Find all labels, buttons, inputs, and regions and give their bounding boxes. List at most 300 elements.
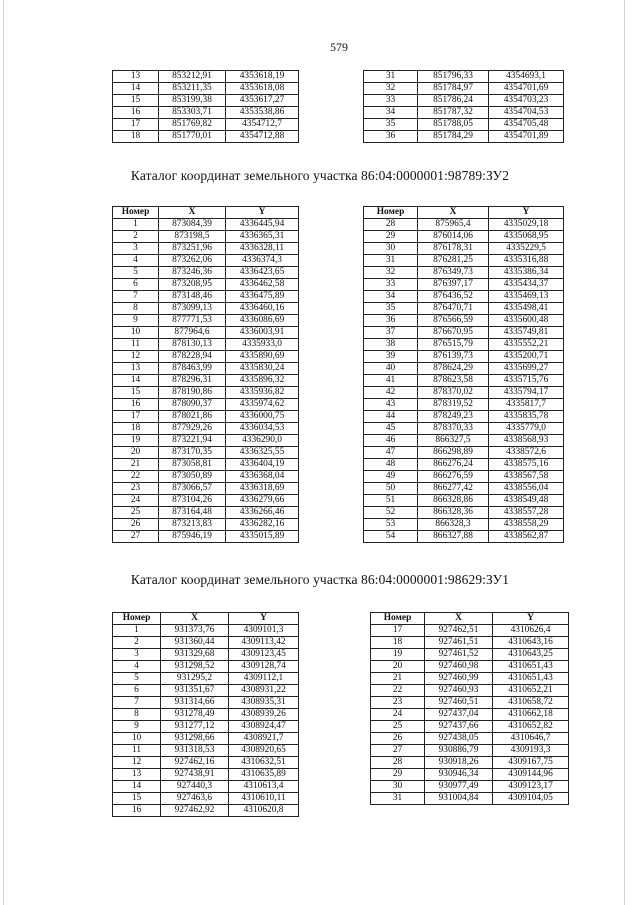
point-number: 50: [364, 483, 418, 495]
point-number: 30: [371, 781, 425, 793]
y-coordinate: 4335498,41: [489, 303, 564, 315]
x-coordinate: 876470,71: [418, 303, 489, 315]
x-coordinate: 878463,99: [159, 363, 226, 375]
y-coordinate: 4309193,3: [493, 745, 569, 757]
y-coordinate: 4335794,17: [489, 387, 564, 399]
y-coordinate: 4336279,66: [226, 495, 299, 507]
point-number: 18: [113, 423, 159, 435]
y-coordinate: 4308935,31: [229, 697, 299, 709]
y-coordinate: 4338557,28: [489, 507, 564, 519]
table-row: [364, 435, 564, 447]
point-number: 19: [371, 649, 425, 661]
table-row: [371, 733, 569, 745]
x-coordinate: 866298,89: [418, 447, 489, 459]
y-coordinate: 4354712,7: [226, 119, 299, 131]
top-right-table: [363, 70, 564, 143]
table-header-row: [113, 207, 299, 219]
point-number: 5: [113, 673, 161, 685]
point-number: 11: [113, 745, 161, 757]
x-coordinate: 927460,99: [425, 673, 493, 685]
y-coordinate: 4353618,19: [226, 71, 299, 83]
table-row: [113, 231, 299, 243]
table-row: [371, 793, 569, 805]
x-coordinate: 851787,32: [418, 107, 489, 119]
x-coordinate: 851786,24: [418, 95, 489, 107]
y-coordinate: 4336034,53: [226, 423, 299, 435]
point-number: 22: [113, 471, 159, 483]
table-row: [113, 531, 299, 543]
table-row: [113, 519, 299, 531]
x-coordinate: 878090,37: [159, 399, 226, 411]
table-row: [113, 95, 299, 107]
point-number: 26: [371, 733, 425, 745]
y-coordinate: 4354705,48: [489, 119, 564, 131]
header-x: X: [161, 613, 229, 625]
point-number: 31: [364, 71, 418, 83]
y-coordinate: 4309101,3: [229, 625, 299, 637]
header-num: Номер: [371, 613, 425, 625]
y-coordinate: 4354704,53: [489, 107, 564, 119]
table-row: [113, 685, 299, 697]
x-coordinate: 931373,76: [161, 625, 229, 637]
point-number: 10: [113, 327, 159, 339]
header-y: Y: [493, 613, 569, 625]
header-num: Номер: [364, 207, 418, 219]
y-coordinate: 4338567,58: [489, 471, 564, 483]
table-row: [113, 243, 299, 255]
x-coordinate: 878624,29: [418, 363, 489, 375]
point-number: 28: [364, 219, 418, 231]
x-coordinate: 931004,84: [425, 793, 493, 805]
x-coordinate: 930918,26: [425, 757, 493, 769]
table-row: [364, 351, 564, 363]
x-coordinate: 927460,93: [425, 685, 493, 697]
point-number: 31: [364, 255, 418, 267]
table-row: [113, 131, 299, 143]
point-number: 2: [113, 231, 159, 243]
x-coordinate: 877964,6: [159, 327, 226, 339]
point-number: 4: [113, 255, 159, 267]
point-number: 2: [113, 637, 161, 649]
point-number: 36: [364, 131, 418, 143]
point-number: 1: [113, 625, 161, 637]
point-number: 38: [364, 339, 418, 351]
table-row: [364, 399, 564, 411]
point-number: 14: [113, 83, 159, 95]
y-coordinate: 4335316,88: [489, 255, 564, 267]
point-number: 21: [113, 459, 159, 471]
y-coordinate: 4310610,11: [229, 793, 299, 805]
table-row: [371, 637, 569, 649]
y-coordinate: 4335830,24: [226, 363, 299, 375]
table-row: [364, 483, 564, 495]
point-number: 34: [364, 291, 418, 303]
x-coordinate: 931329,68: [161, 649, 229, 661]
point-number: 33: [364, 95, 418, 107]
y-coordinate: 4338572,6: [489, 447, 564, 459]
y-coordinate: 4353538,86: [226, 107, 299, 119]
table-row: [364, 519, 564, 531]
point-number: 18: [371, 637, 425, 649]
table-row: [371, 625, 569, 637]
point-number: 7: [113, 697, 161, 709]
y-coordinate: 4335715,76: [489, 375, 564, 387]
table-row: [364, 411, 564, 423]
point-number: 16: [113, 805, 161, 817]
header-x: X: [159, 207, 226, 219]
y-coordinate: 4354701,89: [489, 131, 564, 143]
y-coordinate: 4308921,7: [229, 733, 299, 745]
y-coordinate: 4309123,17: [493, 781, 569, 793]
table-row: [113, 119, 299, 131]
table-row: [113, 411, 299, 423]
y-coordinate: 4310662,18: [493, 709, 569, 721]
x-coordinate: 878370,02: [418, 387, 489, 399]
y-coordinate: 4336000,75: [226, 411, 299, 423]
x-coordinate: 873208,95: [159, 279, 226, 291]
x-coordinate: 873084,39: [159, 219, 226, 231]
y-coordinate: 4310626,4: [493, 625, 569, 637]
y-coordinate: 4335200,71: [489, 351, 564, 363]
table-header-row: [364, 207, 564, 219]
point-number: 6: [113, 685, 161, 697]
table-row: [364, 459, 564, 471]
table-row: [364, 363, 564, 375]
point-number: 4: [113, 661, 161, 673]
point-number: 24: [113, 495, 159, 507]
point-number: 47: [364, 447, 418, 459]
y-coordinate: 4336462,58: [226, 279, 299, 291]
table-row: [364, 231, 564, 243]
table-row: [113, 267, 299, 279]
x-coordinate: 873213,83: [159, 519, 226, 531]
x-coordinate: 927438,05: [425, 733, 493, 745]
point-number: 23: [113, 483, 159, 495]
page-number: 579: [330, 40, 348, 54]
point-number: 16: [113, 399, 159, 411]
y-coordinate: 4336003,91: [226, 327, 299, 339]
table-header-row: [371, 613, 569, 625]
y-coordinate: 4335749,81: [489, 327, 564, 339]
header-x: X: [425, 613, 493, 625]
x-coordinate: 927461,52: [425, 649, 493, 661]
x-coordinate: 927461,51: [425, 637, 493, 649]
x-coordinate: 873148,46: [159, 291, 226, 303]
x-coordinate: 931298,66: [161, 733, 229, 745]
x-coordinate: 878228,94: [159, 351, 226, 363]
table-row: [113, 303, 299, 315]
x-coordinate: 876515,79: [418, 339, 489, 351]
y-coordinate: 4310646,7: [493, 733, 569, 745]
y-coordinate: 4336086,69: [226, 315, 299, 327]
y-coordinate: 4338556,04: [489, 483, 564, 495]
point-number: 35: [364, 119, 418, 131]
header-y: Y: [229, 613, 299, 625]
table-row: [113, 363, 299, 375]
y-coordinate: 4310613,4: [229, 781, 299, 793]
y-coordinate: 4310620,8: [229, 805, 299, 817]
table-row: [113, 375, 299, 387]
point-number: 40: [364, 363, 418, 375]
y-coordinate: 4353618,08: [226, 83, 299, 95]
x-coordinate: 931314,66: [161, 697, 229, 709]
x-coordinate: 873246,36: [159, 267, 226, 279]
point-number: 45: [364, 423, 418, 435]
point-number: 16: [113, 107, 159, 119]
table-row: [364, 375, 564, 387]
table-row: [113, 435, 299, 447]
x-coordinate: 875946,19: [159, 531, 226, 543]
point-number: 24: [371, 709, 425, 721]
table-row: [113, 721, 299, 733]
point-number: 46: [364, 435, 418, 447]
y-coordinate: 4335029,18: [489, 219, 564, 231]
y-coordinate: 4336475,89: [226, 291, 299, 303]
point-number: 17: [113, 411, 159, 423]
table-row: [371, 685, 569, 697]
y-coordinate: 4310632,51: [229, 757, 299, 769]
point-number: 9: [113, 721, 161, 733]
point-number: 15: [113, 793, 161, 805]
table-row: [113, 793, 299, 805]
point-number: 32: [364, 267, 418, 279]
point-number: 13: [113, 769, 161, 781]
y-coordinate: 4336445,94: [226, 219, 299, 231]
x-coordinate: 873164,48: [159, 507, 226, 519]
table-row: [113, 661, 299, 673]
x-coordinate: 851770,01: [159, 131, 226, 143]
point-number: 8: [113, 709, 161, 721]
x-coordinate: 876349,73: [418, 267, 489, 279]
header-num: Номер: [113, 613, 161, 625]
point-number: 42: [364, 387, 418, 399]
x-coordinate: 866327,5: [418, 435, 489, 447]
page-edge-line: [624, 0, 625, 905]
point-number: 34: [364, 107, 418, 119]
table-row: [113, 83, 299, 95]
table-row: [371, 697, 569, 709]
y-coordinate: 4336374,3: [226, 255, 299, 267]
x-coordinate: 851784,97: [418, 83, 489, 95]
table-row: [113, 769, 299, 781]
x-coordinate: 878190,86: [159, 387, 226, 399]
header-y: Y: [226, 207, 299, 219]
x-coordinate: 931277,12: [161, 721, 229, 733]
x-coordinate: 927437,66: [425, 721, 493, 733]
x-coordinate: 873251,96: [159, 243, 226, 255]
y-coordinate: 4335817,7: [489, 399, 564, 411]
point-number: 11: [113, 339, 159, 351]
point-number: 37: [364, 327, 418, 339]
x-coordinate: 853199,38: [159, 95, 226, 107]
point-number: 35: [364, 303, 418, 315]
table-row: [364, 279, 564, 291]
table-row: [371, 649, 569, 661]
y-coordinate: 4335469,13: [489, 291, 564, 303]
table-row: [371, 721, 569, 733]
table-row: [371, 781, 569, 793]
table-row: [371, 757, 569, 769]
point-number: 33: [364, 279, 418, 291]
point-number: 29: [371, 769, 425, 781]
table-row: [364, 267, 564, 279]
page-edge-line: [3, 0, 4, 905]
x-coordinate: 851788,05: [418, 119, 489, 131]
table-row: [364, 119, 564, 131]
x-coordinate: 927440,3: [161, 781, 229, 793]
table-row: [113, 447, 299, 459]
x-coordinate: 927460,98: [425, 661, 493, 673]
point-number: 20: [113, 447, 159, 459]
y-coordinate: 4310658,72: [493, 697, 569, 709]
y-coordinate: 4335015,89: [226, 531, 299, 543]
y-coordinate: 4335890,69: [226, 351, 299, 363]
y-coordinate: 4335552,21: [489, 339, 564, 351]
y-coordinate: 4338568,93: [489, 435, 564, 447]
point-number: 1: [113, 219, 159, 231]
point-number: 28: [371, 757, 425, 769]
y-coordinate: 4353617,27: [226, 95, 299, 107]
x-coordinate: 878021,86: [159, 411, 226, 423]
x-coordinate: 876014,06: [418, 231, 489, 243]
point-number: 5: [113, 267, 159, 279]
y-coordinate: 4310651,43: [493, 673, 569, 685]
x-coordinate: 876281,25: [418, 255, 489, 267]
x-coordinate: 866277,42: [418, 483, 489, 495]
point-number: 43: [364, 399, 418, 411]
point-number: 26: [113, 519, 159, 531]
table-row: [364, 71, 564, 83]
x-coordinate: 866328,86: [418, 495, 489, 507]
x-coordinate: 876397,17: [418, 279, 489, 291]
y-coordinate: 4336423,65: [226, 267, 299, 279]
x-coordinate: 931360,44: [161, 637, 229, 649]
point-number: 30: [364, 243, 418, 255]
point-number: 44: [364, 411, 418, 423]
point-number: 36: [364, 315, 418, 327]
table-row: [364, 315, 564, 327]
table-row: [364, 327, 564, 339]
y-coordinate: 4338558,29: [489, 519, 564, 531]
y-coordinate: 4309123,45: [229, 649, 299, 661]
point-number: 51: [364, 495, 418, 507]
table-row: [364, 495, 564, 507]
x-coordinate: 851784,29: [418, 131, 489, 143]
point-number: 3: [113, 649, 161, 661]
point-number: 13: [113, 363, 159, 375]
x-coordinate: 853303,71: [159, 107, 226, 119]
x-coordinate: 873170,35: [159, 447, 226, 459]
table-row: [364, 387, 564, 399]
x-coordinate: 878623,58: [418, 375, 489, 387]
section1-left-table: [112, 206, 299, 543]
x-coordinate: 873104,26: [159, 495, 226, 507]
x-coordinate: 931351,67: [161, 685, 229, 697]
y-coordinate: 4335386,34: [489, 267, 564, 279]
table-row: [371, 745, 569, 757]
point-number: 3: [113, 243, 159, 255]
y-coordinate: 4308931,22: [229, 685, 299, 697]
x-coordinate: 930977,49: [425, 781, 493, 793]
table-row: [364, 95, 564, 107]
table-row: [113, 697, 299, 709]
y-coordinate: 4310635,89: [229, 769, 299, 781]
y-coordinate: 4354701,69: [489, 83, 564, 95]
y-coordinate: 4335974,62: [226, 399, 299, 411]
point-number: 7: [113, 291, 159, 303]
y-coordinate: 4338575,16: [489, 459, 564, 471]
x-coordinate: 876436,52: [418, 291, 489, 303]
x-coordinate: 927463,6: [161, 793, 229, 805]
point-number: 9: [113, 315, 159, 327]
point-number: 25: [371, 721, 425, 733]
table-row: [113, 625, 299, 637]
table-row: [113, 315, 299, 327]
x-coordinate: 866276,59: [418, 471, 489, 483]
table-row: [113, 709, 299, 721]
section2-title: Каталог координат земельного участка 86:04:0000001:98629:ЗУ1: [130, 572, 510, 587]
x-coordinate: 930946,34: [425, 769, 493, 781]
y-coordinate: 4336325,55: [226, 447, 299, 459]
x-coordinate: 853211,35: [159, 83, 226, 95]
y-coordinate: 4335068,95: [489, 231, 564, 243]
x-coordinate: 866327,88: [418, 531, 489, 543]
point-number: 19: [113, 435, 159, 447]
table-row: [113, 423, 299, 435]
x-coordinate: 931298,52: [161, 661, 229, 673]
x-coordinate: 873099,13: [159, 303, 226, 315]
table-row: [371, 673, 569, 685]
table-row: [364, 423, 564, 435]
x-coordinate: 927437,04: [425, 709, 493, 721]
y-coordinate: 4310651,43: [493, 661, 569, 673]
y-coordinate: 4309112,1: [229, 673, 299, 685]
point-number: 39: [364, 351, 418, 363]
section1-right-table: [363, 206, 564, 543]
y-coordinate: 4336368,04: [226, 471, 299, 483]
table-row: [113, 781, 299, 793]
y-coordinate: 4336328,11: [226, 243, 299, 255]
table-row: [113, 805, 299, 817]
x-coordinate: 878319,52: [418, 399, 489, 411]
table-row: [113, 745, 299, 757]
point-number: 27: [371, 745, 425, 757]
x-coordinate: 927460,51: [425, 697, 493, 709]
x-coordinate: 873058,81: [159, 459, 226, 471]
table-row: [364, 291, 564, 303]
point-number: 27: [113, 531, 159, 543]
table-row: [364, 507, 564, 519]
point-number: 22: [371, 685, 425, 697]
point-number: 29: [364, 231, 418, 243]
y-coordinate: 4335779,0: [489, 423, 564, 435]
y-coordinate: 4309128,74: [229, 661, 299, 673]
table-header-row: [113, 613, 299, 625]
y-coordinate: 4335936,82: [226, 387, 299, 399]
table-row: [364, 447, 564, 459]
table-row: [113, 459, 299, 471]
table-row: [364, 131, 564, 143]
x-coordinate: 931318,53: [161, 745, 229, 757]
table-row: [113, 219, 299, 231]
table-row: [113, 339, 299, 351]
point-number: 48: [364, 459, 418, 471]
x-coordinate: 876566,59: [418, 315, 489, 327]
table-row: [113, 757, 299, 769]
x-coordinate: 927462,51: [425, 625, 493, 637]
table-row: [364, 339, 564, 351]
x-coordinate: 873221,94: [159, 435, 226, 447]
